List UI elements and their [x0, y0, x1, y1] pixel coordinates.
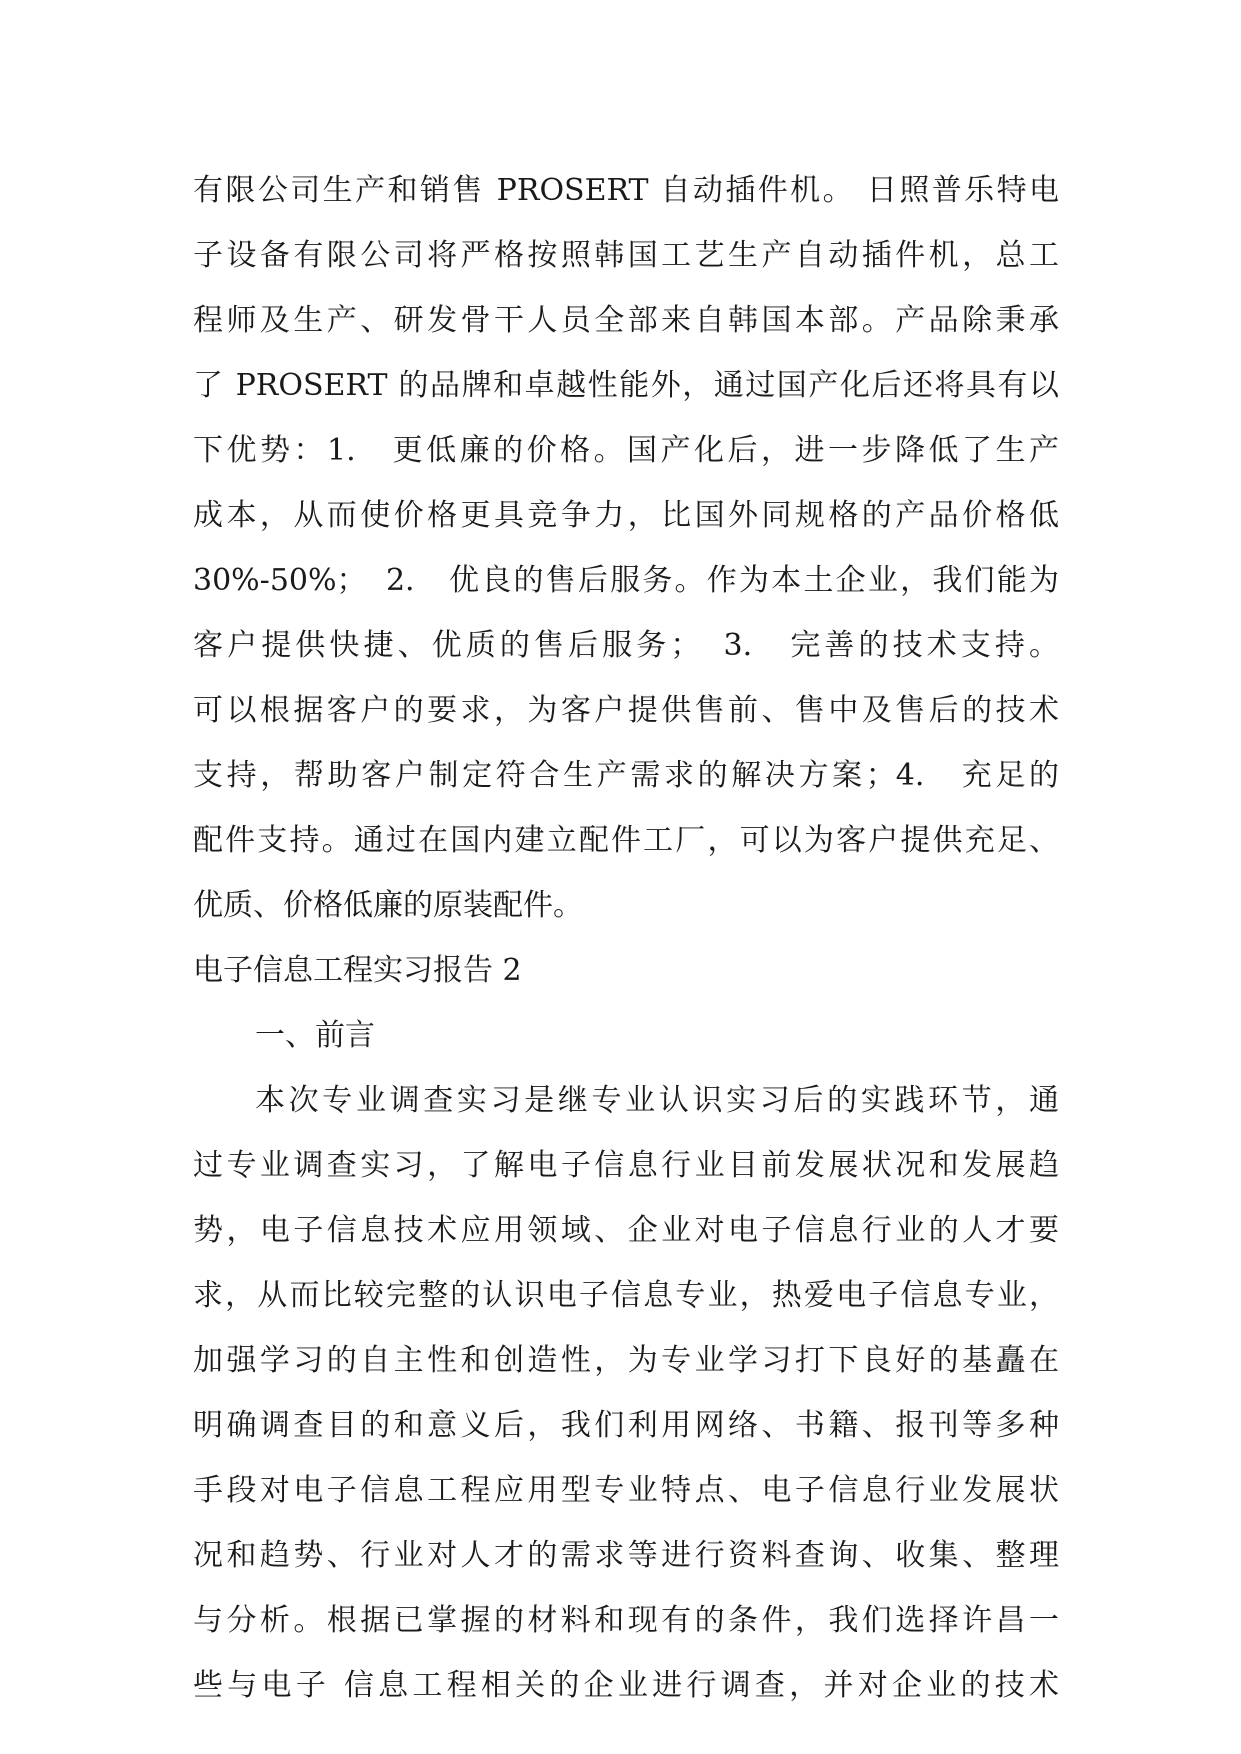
text-line: 程师及生产、研发骨干人员全部来自韩国本部。产品除秉承 [193, 303, 1059, 338]
section-heading: 一、前言 [255, 1018, 375, 1053]
paragraph-continued [193, 158, 1059, 938]
text-line: 配件支持。通过在国内建立配件工厂，可以为客户提供充足、 [193, 823, 1059, 858]
text-line: 30%-50%； 2. 优良的售后服务。作为本土企业，我们能为 [193, 563, 1059, 598]
text-line: 明确调查目的和意义后，我们利用网络、书籍、报刊等多种 [193, 1408, 1059, 1443]
text-line: 有限公司生产和销售 PROSERT 自动插件机。 日照普乐特电 [193, 173, 1059, 208]
text-line: 下优势：1. 更低廉的价格。国产化后，进一步降低了生产 [193, 433, 1059, 468]
text-line: 过专业调查实习，了解电子信息行业目前发展状况和发展趋 [193, 1148, 1059, 1183]
text-line: 求，从而比较完整的认识电子信息专业，热爱电子信息专业， [193, 1278, 1059, 1313]
text-line: 与分析。根据已掌握的材料和现有的条件，我们选择许昌一 [193, 1603, 1059, 1638]
document-title: 电子信息工程实习报告 2 [193, 953, 522, 988]
text-line: 支持，帮助客户制定符合生产需求的解决方案；4. 充足的 [193, 758, 1059, 793]
text-line: 些与电子 信息工程相关的企业进行调查，并对企业的技术 [193, 1668, 1059, 1703]
document-page [193, 158, 1059, 1718]
text-line: 况和趋势、行业对人才的需求等进行资料查询、收集、整理 [193, 1538, 1059, 1573]
text-line: 子设备有限公司将严格按照韩国工艺生产自动插件机，总工 [193, 238, 1059, 273]
text-line: 本次专业调查实习是继专业认识实习后的实践环节，通 [255, 1083, 1059, 1118]
text-line: 加强学习的自主性和创造性，为专业学习打下良好的基矗在 [193, 1343, 1059, 1378]
text-line: 势，电子信息技术应用领域、企业对电子信息行业的人才要 [193, 1213, 1059, 1248]
text-line: 优质、价格低廉的原装配件。 [193, 888, 583, 923]
text-line: 客户提供快捷、优质的售后服务； 3. 完善的技术支持。 [193, 628, 1059, 663]
text-line: 可以根据客户的要求，为客户提供售前、售中及售后的技术 [193, 693, 1059, 728]
text-line: 手段对电子信息工程应用型专业特点、电子信息行业发展状 [193, 1473, 1059, 1508]
paragraph-introduction [193, 1068, 1059, 1718]
text-line: 了 PROSERT 的品牌和卓越性能外，通过国产化后还将具有以 [193, 368, 1059, 403]
text-line: 成本，从而使价格更具竞争力，比国外同规格的产品价格低 [193, 498, 1059, 533]
